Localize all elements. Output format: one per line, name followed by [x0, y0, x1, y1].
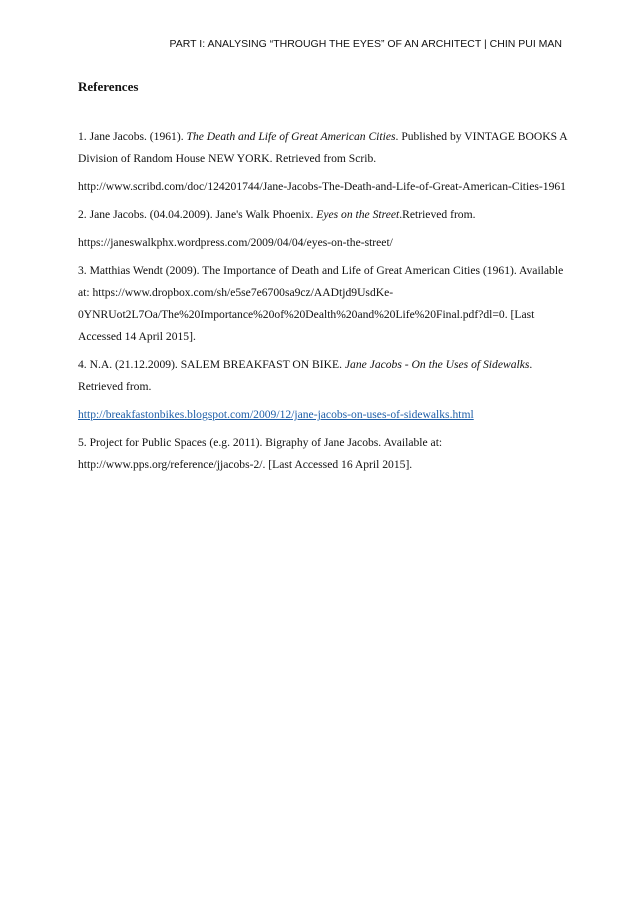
reference-4-retrieved: . Retrieved from.	[78, 358, 533, 393]
reference-1-url: http://www.scribd.com/doc/124201744/Jane-Jacobs-The-Death-and-Life-of-Great-American-Cities-1961	[78, 180, 566, 193]
references-section	[78, 78, 568, 482]
reference-2-retrieved: .Retrieved from.	[399, 208, 476, 221]
reference-4-authors: 4. N.A. (21.12.2009). SALEM BREAKFAST ON BIKE.	[78, 358, 345, 371]
reference-4-title: Jane Jacobs - On the Uses of Sidewalks	[344, 358, 530, 371]
reference-5: 5. Project for Public Spaces (e.g. 2011). Bigraphy of Jane Jacobs. Available at: http://www.pps.org/reference/jjacobs-2/. [Last Accessed 16 April 2015].	[78, 436, 443, 471]
reference-2-url: https://janeswalkphx.wordpress.com/2009/04/04/eyes-on-the-street/	[78, 236, 393, 249]
reference-1-publisher: . Published by VINTAGE BOOKS A Division of Random House NEW YORK. Retrieved from Scrib.	[78, 130, 568, 165]
reference-3: 3. Matthias Wendt (2009). The Importance of Death and Life of Great American Cities (1961). Available at: https://www.dropbox.com/sh/e5se7e6700sa9cz/AADtjd9UsdKe-0YNRUot2L7Oa/The%20Importance%20of%20Dealth%20and%20Life%20Final.pdf?dl=0. [Last Accessed 14 April 2015].	[78, 264, 564, 343]
reference-1-authors: 1. Jane Jacobs. (1961).	[78, 130, 187, 143]
reference-4-link[interactable]: http://breakfastonbikes.blogspot.com/2009/12/jane-jacobs-on-uses-of-sidewalks.html	[78, 408, 474, 421]
page-header: PART I: ANALYSING “THROUGH THE EYES” OF AN ARCHITECT | CHIN PUI MAN	[169, 38, 562, 50]
reference-2-title: Eyes on the Street	[316, 208, 400, 221]
reference-2	[78, 204, 568, 226]
reference-1-title: The Death and Life of Great American Cities	[186, 130, 396, 143]
reference-1	[78, 126, 568, 170]
reference-2-authors: 2. Jane Jacobs. (04.04.2009). Jane's Walk Phoenix.	[78, 208, 317, 221]
reference-4	[78, 354, 568, 398]
reference-4-url-paragraph	[78, 404, 568, 426]
references-heading: References	[78, 79, 139, 94]
